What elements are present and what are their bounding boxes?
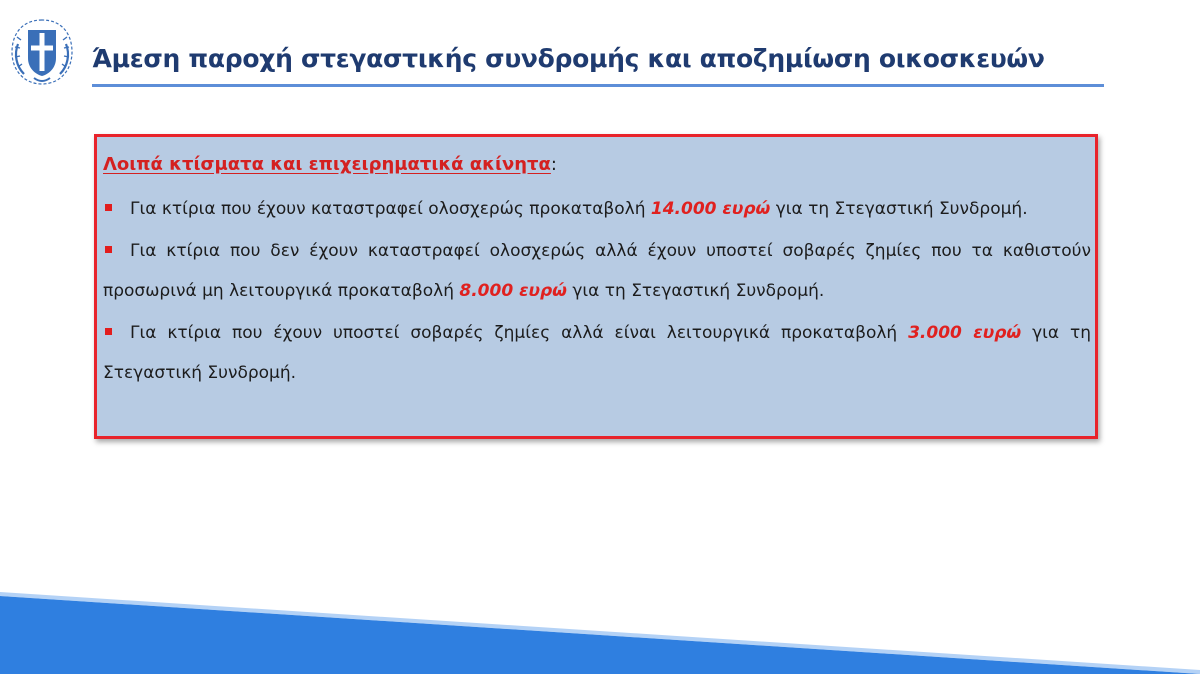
item-text-before: Για κτίρια που έχουν καταστραφεί ολοσχερώς προκαταβολή <box>130 199 646 219</box>
item-text-before: Για κτίρια που έχουν υποστεί σοβαρές ζημίες αλλά είναι λειτουργικά προκαταβολή <box>130 323 898 343</box>
item-text-after: για τη Στεγαστική Συνδρομή. <box>572 281 825 301</box>
list-item <box>103 189 1091 229</box>
item-amount: 8.000 ευρώ <box>459 281 567 301</box>
greek-coat-of-arms-icon <box>4 14 80 90</box>
item-amount: 14.000 ευρώ <box>650 199 771 219</box>
item-text-after: για τη Στεγαστική Συνδρομή. <box>775 199 1028 219</box>
item-text-before: Για κτίρια που δεν έχουν καταστραφεί ολοσχερώς αλλά έχουν υποστεί σοβαρές ζημίες που τα καθιστούν προσωρινά μη λειτουργικά προκαταβολή <box>103 241 1091 301</box>
list-item <box>103 231 1091 311</box>
item-text-after: για τη Στεγαστική Συνδρομή. <box>103 323 1092 383</box>
box-heading-colon: : <box>550 154 557 175</box>
title-underline <box>92 84 1104 87</box>
square-bullet-icon <box>105 328 112 335</box>
page-title: Άμεση παροχή στεγαστικής συνδρομής και αποζημίωση οικοσκευών <box>92 44 1045 73</box>
list-item <box>103 313 1091 393</box>
footer-band <box>0 590 1200 674</box>
square-bullet-icon <box>105 246 112 253</box>
info-box <box>94 134 1098 439</box>
item-amount: 3.000 ευρώ <box>908 323 1022 343</box>
box-heading-text: Λοιπά κτίσματα και επιχειρηματικά ακίνητα <box>103 154 551 175</box>
box-heading <box>103 150 1091 180</box>
square-bullet-icon <box>105 204 112 211</box>
